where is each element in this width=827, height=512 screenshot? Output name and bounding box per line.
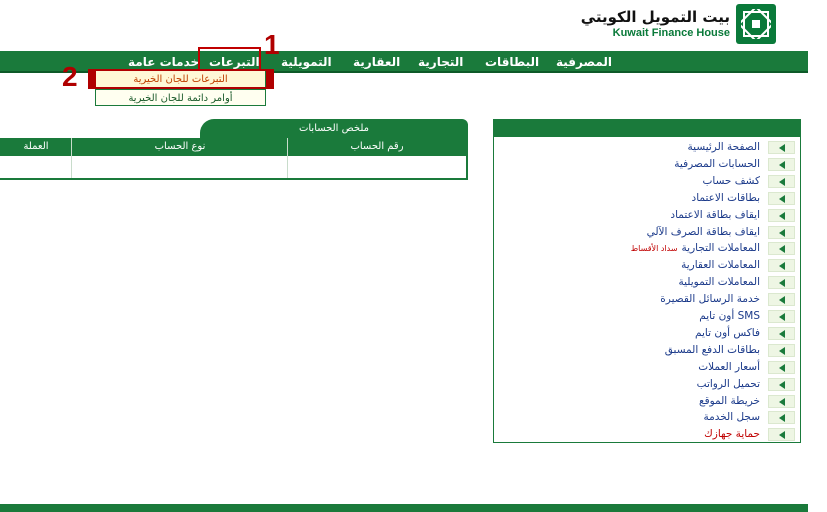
nav-donations-highlight <box>198 47 261 71</box>
side-menu-item-text: المعاملات التمويلية <box>678 276 760 289</box>
accounts-summary-tab <box>200 119 468 138</box>
side-menu-item[interactable] <box>494 257 800 274</box>
side-menu-item-label <box>681 257 760 274</box>
logo-arabic-name: بيت التمويل الكويتي <box>580 8 730 26</box>
arrow-left-icon <box>768 293 795 306</box>
side-menu-item[interactable] <box>494 359 800 376</box>
side-menu-item-text: SMS أون تايم <box>699 310 760 322</box>
arrow-left-icon <box>768 209 795 222</box>
arrow-left-icon <box>768 259 795 272</box>
nav-financing[interactable]: التمويلية <box>281 55 332 69</box>
logo-english-name: Kuwait Finance House <box>612 27 730 39</box>
arrow-left-icon <box>768 327 795 340</box>
side-menu-item[interactable] <box>494 308 800 325</box>
accounts-table-header <box>0 138 466 156</box>
side-menu-item-text: المعاملات العقارية <box>681 259 760 272</box>
col-account-number: رقم الحساب <box>350 141 404 152</box>
accounts-table <box>0 138 468 180</box>
dropdown-item-charity-donations[interactable]: التبرعات للجان الخيرية <box>96 71 265 88</box>
side-menu <box>493 119 801 443</box>
side-menu-item[interactable] <box>494 224 800 241</box>
nav-donations[interactable]: التبرعات <box>209 55 260 69</box>
side-menu-item-label <box>704 426 760 443</box>
side-menu-item[interactable] <box>494 325 800 342</box>
side-menu-item-label <box>697 376 760 393</box>
arrow-left-icon <box>768 411 795 424</box>
nav-real-estate[interactable]: العقارية <box>353 55 401 69</box>
arrow-left-icon <box>768 344 795 357</box>
kfh-logo-icon <box>736 4 776 44</box>
side-menu-item-label <box>692 190 760 207</box>
side-menu-item[interactable] <box>494 291 800 308</box>
side-menu-item-text: حماية جهازك <box>704 428 760 441</box>
side-menu-item[interactable] <box>494 426 800 443</box>
callout-step-2: 2 <box>62 61 78 92</box>
side-menu-item-text: كشف حساب <box>702 174 760 187</box>
side-menu-item-label <box>688 139 760 156</box>
side-menu-item[interactable] <box>494 173 800 190</box>
side-menu-item-text: أسعار العملات <box>698 360 760 373</box>
side-menu-item-text: الحسابات المصرفية <box>674 157 760 170</box>
arrow-left-icon <box>768 310 795 323</box>
logo-text <box>581 8 730 40</box>
callout-step-1: 1 <box>264 29 280 60</box>
nav-commercial[interactable]: التجارية <box>418 55 464 69</box>
arrow-left-icon <box>768 175 795 188</box>
col-account-type: نوع الحساب <box>154 141 206 152</box>
kfh-logo[interactable] <box>581 4 776 44</box>
side-menu-item-label <box>703 409 760 426</box>
arrow-left-icon <box>768 276 795 289</box>
side-menu-item[interactable] <box>494 240 800 257</box>
arrow-left-icon <box>768 158 795 171</box>
side-menu-item-text: سجل الخدمة <box>703 411 760 424</box>
side-menu-item-label <box>670 207 760 224</box>
side-menu-item-label <box>702 173 760 190</box>
col-currency: العملة <box>23 141 49 152</box>
side-menu-item[interactable] <box>494 207 800 224</box>
side-menu-item-note[interactable]: سداد الأقساط <box>630 244 678 254</box>
dropdown-item-highlight <box>88 69 274 89</box>
side-menu-item[interactable] <box>494 156 800 173</box>
side-menu-header <box>494 120 800 137</box>
nav-general-services[interactable]: خدمات عامة <box>128 55 200 69</box>
side-menu-item-label <box>695 325 760 342</box>
column-divider <box>287 138 288 178</box>
arrow-left-icon <box>768 242 795 255</box>
dropdown-item-standing-orders[interactable]: أوامر دائمة للجان الخيرية <box>96 89 265 106</box>
accounts-summary-title: ملخص الحسابات <box>298 123 370 134</box>
side-menu-item-text: الصفحة الرئيسية <box>687 141 760 153</box>
side-menu-item-text: بطاقات الاعتماد <box>691 191 760 204</box>
side-menu-item[interactable] <box>494 274 800 291</box>
side-menu-item[interactable] <box>494 139 800 156</box>
side-menu-item-label <box>674 156 760 173</box>
side-menu-item-text: تحميل الرواتب <box>696 377 760 390</box>
side-menu-item-label <box>699 308 760 325</box>
side-menu-item-label <box>647 224 760 241</box>
side-menu-item-label <box>678 274 760 291</box>
side-menu-item[interactable] <box>494 376 800 393</box>
footer-bar <box>0 504 808 512</box>
arrow-left-icon <box>768 192 795 205</box>
side-menu-item[interactable] <box>494 342 800 359</box>
arrow-left-icon <box>768 395 795 408</box>
arrow-left-icon <box>768 428 795 441</box>
side-menu-item-text: فاكس أون تايم <box>694 326 760 339</box>
side-menu-item-label <box>660 291 760 308</box>
arrow-left-icon <box>768 141 795 154</box>
arrow-left-icon <box>768 378 795 391</box>
side-menu-item-text: خدمة الرسائل القصيرة <box>660 293 760 306</box>
side-menu-item-text: بطاقات الدفع المسبق <box>664 343 760 356</box>
side-menu-item[interactable] <box>494 190 800 207</box>
side-menu-item-text: ايقاف بطاقة الصرف الآلي <box>646 225 760 238</box>
side-menu-item-text: المعاملات التجارية <box>681 242 760 255</box>
column-divider <box>71 138 72 178</box>
side-menu-item[interactable] <box>494 409 800 426</box>
side-menu-item-label <box>665 342 760 359</box>
side-menu-item[interactable] <box>494 393 800 410</box>
side-menu-item-text: خريطة الموقع <box>698 394 760 407</box>
arrow-left-icon <box>768 361 795 374</box>
side-menu-item-text: ايقاف بطاقة الاعتماد <box>670 208 760 221</box>
nav-cards[interactable]: البطاقات <box>485 55 540 69</box>
arrow-left-icon <box>768 226 795 239</box>
side-menu-item-label <box>631 240 760 257</box>
nav-banking[interactable]: المصرفية <box>556 55 612 69</box>
side-menu-item-label <box>699 393 760 410</box>
side-menu-item-label <box>698 359 760 376</box>
